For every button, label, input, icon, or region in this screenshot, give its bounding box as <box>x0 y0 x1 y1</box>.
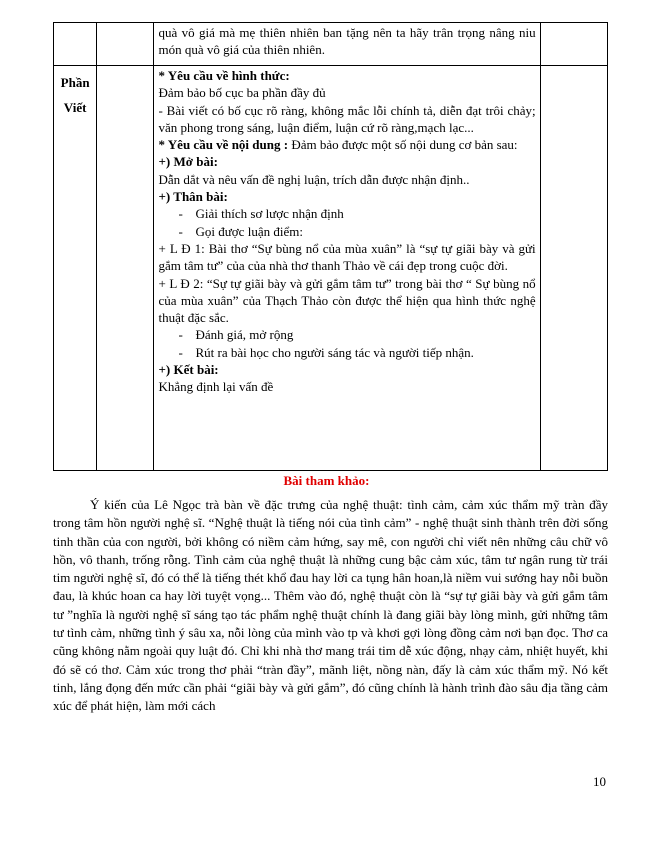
evaluation-bullet: - Rút ra bài học cho người sáng tác và người tiếp nhận. <box>159 344 536 361</box>
conclusion-heading: +) Kết bài: <box>158 362 219 378</box>
score-cell <box>540 23 607 66</box>
section-cell <box>54 23 97 66</box>
argument-point-2: + L Đ 2: “Sự tự giãi bày và gửi gắm tâm tư” trong bài thơ “ Sự bùng nổ của mùa xuân” của Thạch Thảo còn được thể hiện qua hình thức nghệ thuật đặc sắc. <box>158 275 536 326</box>
guideline-cell <box>153 66 540 471</box>
scoring-rubric-table <box>53 22 608 471</box>
body-heading: +) Thân bài: <box>158 189 228 205</box>
section-label-line-1: Phần <box>60 75 90 90</box>
form-requirement-line: Đảm bảo bố cục ba phần đầy đủ <box>158 85 326 101</box>
reference-title: Bài tham khảo: <box>283 473 370 488</box>
intro-text: Dẫn dắt và nêu vấn đề nghị luận, trích dẫn được nhận định.. <box>158 171 470 187</box>
content-requirement <box>159 136 536 153</box>
page-number: 10 <box>593 774 606 789</box>
section-label-line-2: Viết <box>63 100 87 115</box>
form-requirement-heading: * Yêu cầu về hình thức: <box>158 68 290 83</box>
item-cell <box>97 23 153 66</box>
form-requirement-line: - Bài viết có bố cục rõ ràng, không mắc lỗi chính tả, diễn đạt trôi chảy; văn phong trong sáng, luận điểm, luận cứ rõ ràng,mạch lạc... <box>158 102 536 135</box>
item-cell <box>97 66 153 471</box>
guideline-text: quà vô giá mà mẹ thiên nhiên ban tặng nên ta hãy trân trọng nâng niu món quà vô giá của thiên nhiên. <box>158 25 536 58</box>
score-cell <box>540 66 607 471</box>
body-bullet: - Gọi được luận điểm: <box>159 223 536 240</box>
reference-essay-paragraph: Ý kiến của Lê Ngọc trà bàn về đặc trưng của nghệ thuật: tình cảm, cảm xúc thẩm mỹ tràn đầy trong tâm hồn người nghệ sĩ. “Nghệ thuật là tiếng nói của tình cảm” - nghệ thuật sinh thành trên đời sống tinh thần của con người, bởi không có niềm cảm hứng, say mê, con người chỉ viết nên những câu chữ vô hồn, vô thanh, trống rỗng. Tình cảm của nghệ thuật là những cung bậc cảm xúc, tâm tư ngân rung từ trái tim người nghệ sĩ, đó có thể là tiếng thét khổ đau hay lời ca tụng hân hoan,là niềm vui sướng hay nỗi buồn đau, là khúc hoan ca hay lời tuyệt vọng... Thêm vào đó, nghệ thuật còn là “sự tự giãi bày và gửi gắm tâm tư ”nghĩa là người nghệ sĩ sáng tạo tác phẩm nghệ thuật chính là đang giãi bày lòng mình, gửi những tâm tư tình cảm, những tình ý sâu xa, nỗi lòng của mình vào tp và khơi gợi lòng đồng cảm nơi bạn đọc. Thơ ca cũng không nằm ngoài quy luật đó. Chỉ khi nhà thơ mang trái tim dễ xúc động, nhạy cảm, nhiệt huyết, khi đó sẽ có thơ. Cảm xúc trong thơ phải “tràn đầy”, mãnh liệt, nồng nàn, đấy là cảm xúc thẩm mỹ. Nó kết tinh, lắng đọng đến mức cần phải “giãi bày và gửi gắm”, đó cũng chính là hành trình đào sâu địa tầng cảm xúc để phát hiện, làm mới cách <box>53 497 608 714</box>
guideline-cell <box>153 23 540 66</box>
argument-point-1: + L Đ 1: Bài thơ “Sự bùng nổ của mùa xuân” là “sự tự giãi bày và gửi gắm tâm tư” của của nhà thơ thanh Thảo về cái đẹp trong cuộc đời. <box>158 240 536 274</box>
content-requirement-heading: * Yêu cầu về nội dung : <box>158 137 289 153</box>
body-bullet: - Giải thích sơ lược nhận định <box>159 205 536 222</box>
content-requirement-intro: Đảm bảo được một số nội dung cơ bản sau: <box>288 137 518 153</box>
table-row <box>54 23 608 66</box>
conclusion-text: Khẳng định lại vấn đề <box>158 379 274 395</box>
section-cell <box>54 66 97 471</box>
table-row <box>54 66 608 471</box>
evaluation-bullet: - Đánh giá, mở rộng <box>159 326 536 343</box>
intro-heading: +) Mở bài: <box>158 154 218 170</box>
